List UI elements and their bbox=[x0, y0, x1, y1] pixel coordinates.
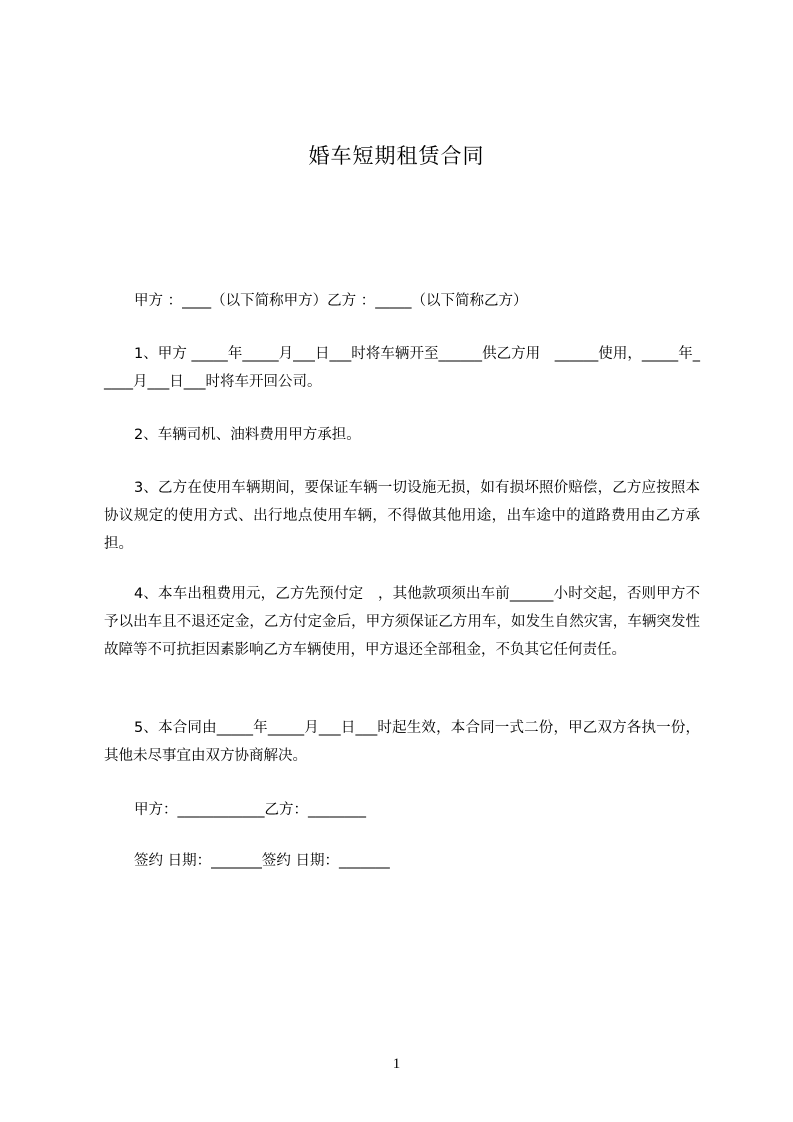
clause-5: 5、本合同由_____年_____月___日___时起生效，本合同一式二份，甲乙双方各执一份，其他未尽事宜由双方协商解决。 bbox=[104, 720, 700, 764]
signing-date-line: 签约 日期：_______签约 日期：_______ bbox=[134, 853, 390, 869]
clause-1: 1、甲方 _____年_____月___日___时将车辆开至______供乙方用 ______使用，_____年_____月___日___时将车开回公司。 bbox=[104, 346, 700, 390]
clause-2: 2、车辆司机、油料费用甲方承担。 bbox=[134, 427, 361, 443]
page-number: 1 bbox=[392, 1056, 401, 1072]
clause-3: 3、乙方在使用车辆期间，要保证车辆一切设施无损，如有损坏照价赔偿，乙方应按照本协议规定的使用方式、出行地点使用车辆，不得做其他用途，出车途中的道路费用由乙方承担。 bbox=[104, 480, 700, 552]
document-title: 婚车短期租赁合同 bbox=[308, 144, 485, 168]
parties-line: 甲方 ：____（以下简称甲方）乙方 ：_____（以下简称乙方） bbox=[134, 293, 528, 309]
clause-4: 4、本车出租费用元，乙方先预付定 ，其他款项须出车前______小时交起，否则甲方不予以出车且不退还定金，乙方付定金后，甲方须保证乙方用车，如发生自然灾害，车辆突发性故障等不可抗拒因素影响乙方车辆使用，甲方退还全部租金，不负其它任何责任。 bbox=[104, 586, 700, 658]
signature-line: 甲方：____________乙方：________ bbox=[134, 802, 366, 818]
